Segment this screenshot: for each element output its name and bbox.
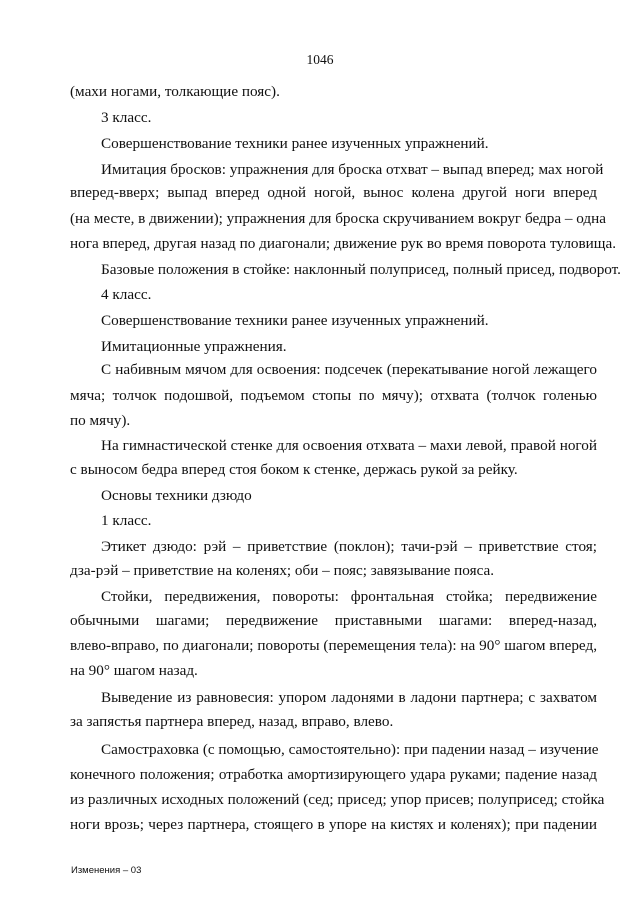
text-line: дза-рэй – приветствие на коленях; оби – пояс; завязывание пояса. <box>70 562 495 579</box>
text-line: (махи ногами, толкающие пояс). <box>70 83 280 100</box>
text-line: 4 класс. <box>101 286 152 303</box>
text-line: с выносом бедра вперед стоя боком к стенке, держась рукой за рейку. <box>70 461 518 478</box>
text-line: Совершенствование техники ранее изученных упражнений. <box>101 312 489 329</box>
text-line: Имитационные упражнения. <box>101 338 287 355</box>
text-line: Самостраховка (с помощью, самостоятельно): при падении назад – изучение <box>101 741 599 758</box>
text-line: Совершенствование техники ранее изученных упражнений. <box>101 135 489 152</box>
text-line: мяча; толчок подошвой, подъемом стопы по мячу); отхвата (толчок голенью <box>70 387 597 404</box>
text-line: из различных исходных положений (сед; присед; упор присев; полуприсед; стойка <box>70 791 605 808</box>
text-line: Этикет дзюдо: рэй – приветствие (поклон); тачи-рэй – приветствие стоя; <box>101 538 597 555</box>
text-line: Выведение из равновесия: упором ладонями в ладони партнера; с захватом <box>101 689 597 706</box>
text-line: Имитация бросков: упражнения для броска отхват – выпад вперед; мах ногой <box>101 161 604 178</box>
footer-revision-note: Изменения – 03 <box>71 865 142 876</box>
text-line: С набивным мячом для освоения: подсечек (перекатывание ногой лежащего <box>101 361 597 378</box>
text-line: по мячу). <box>70 412 131 429</box>
text-line: Основы техники дзюдо <box>101 487 252 504</box>
text-line: 1 класс. <box>101 512 152 529</box>
text-line: (на месте, в движении); упражнения для броска скручиванием вокруг бедра – одна <box>70 210 607 227</box>
text-line: на 90° шагом назад. <box>70 662 198 679</box>
text-line: Базовые положения в стойке: наклонный полуприсед, полный присед, подворот. <box>101 261 621 278</box>
page-number: 1046 <box>306 52 334 67</box>
text-line: Стойки, передвижения, повороты: фронтальная стойка; передвижение <box>101 588 597 605</box>
text-line: На гимнастической стенке для освоения отхвата – махи левой, правой ногой <box>101 437 597 454</box>
text-line: нога вперед, другая назад по диагонали; движение рук во время поворота туловища. <box>70 235 617 252</box>
text-line: вперед-вверх; выпад вперед одной ногой, вынос колена другой ноги вперед <box>70 184 597 201</box>
text-line: влево-вправо, по диагонали; повороты (перемещения тела): на 90° шагом вперед, <box>70 637 597 654</box>
text-line: ноги врозь; через партнера, стоящего в упоре на кистях и коленях); при падении <box>70 816 597 833</box>
text-line: обычными шагами; передвижение приставными шагами: вперед-назад, <box>70 612 597 629</box>
text-line: за запястья партнера вперед, назад, вправо, влево. <box>70 713 394 730</box>
text-line: конечного положения; отработка амортизирующего удара руками; падение назад <box>70 766 597 783</box>
text-line: 3 класс. <box>101 109 152 126</box>
